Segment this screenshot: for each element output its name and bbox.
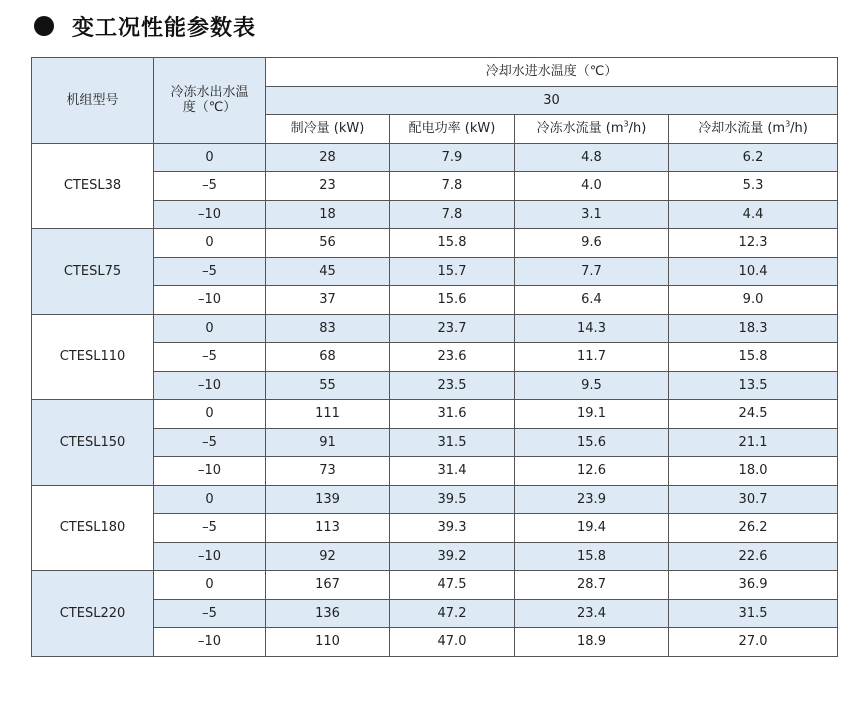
header-power: 配电功率 (kW)	[390, 115, 515, 144]
performance-table	[31, 57, 838, 657]
power-cell: 47.0	[390, 628, 515, 657]
model-cell: CTESL38	[32, 143, 154, 229]
header-chilled-flow-prefix: 冷冻水流量 (m	[536, 121, 624, 137]
header-cooling-in-value: 30	[266, 86, 838, 115]
temp-cell: –10	[154, 542, 266, 571]
table-row	[32, 229, 838, 258]
capacity-cell: 110	[266, 628, 390, 657]
power-cell: 39.3	[390, 514, 515, 543]
capacity-cell: 18	[266, 200, 390, 229]
header-capacity: 制冷量 (kW)	[266, 115, 390, 144]
chilled-flow-cell: 15.6	[515, 428, 669, 457]
temp-cell: –5	[154, 257, 266, 286]
chilled-flow-cell: 19.4	[515, 514, 669, 543]
chilled-flow-cell: 19.1	[515, 400, 669, 429]
capacity-cell: 136	[266, 599, 390, 628]
title-row	[34, 8, 256, 44]
temp-cell: 0	[154, 485, 266, 514]
capacity-cell: 23	[266, 172, 390, 201]
capacity-cell: 56	[266, 229, 390, 258]
temp-cell: 0	[154, 400, 266, 429]
cooling-flow-cell: 18.0	[669, 457, 838, 486]
chilled-flow-cell: 23.4	[515, 599, 669, 628]
header-chilled-out-temp-text: 冷冻水出水温度（℃）	[170, 85, 249, 116]
capacity-cell: 45	[266, 257, 390, 286]
header-row-1	[32, 58, 838, 87]
temp-cell: –10	[154, 371, 266, 400]
bullet-icon	[34, 16, 54, 36]
power-cell: 39.5	[390, 485, 515, 514]
temp-cell: –10	[154, 286, 266, 315]
temp-cell: 0	[154, 571, 266, 600]
temp-cell: –10	[154, 457, 266, 486]
cooling-flow-cell: 22.6	[669, 542, 838, 571]
power-cell: 7.9	[390, 143, 515, 172]
power-cell: 15.7	[390, 257, 515, 286]
capacity-cell: 68	[266, 343, 390, 372]
capacity-cell: 91	[266, 428, 390, 457]
cooling-flow-cell: 6.2	[669, 143, 838, 172]
model-cell: CTESL180	[32, 485, 154, 571]
capacity-cell: 83	[266, 314, 390, 343]
header-cooling-flow-prefix: 冷却水流量 (m	[698, 121, 786, 137]
power-cell: 15.8	[390, 229, 515, 258]
chilled-flow-cell: 7.7	[515, 257, 669, 286]
model-cell: CTESL75	[32, 229, 154, 315]
capacity-cell: 28	[266, 143, 390, 172]
cooling-flow-cell: 21.1	[669, 428, 838, 457]
chilled-flow-cell: 28.7	[515, 571, 669, 600]
temp-cell: –5	[154, 172, 266, 201]
table-row	[32, 571, 838, 600]
chilled-flow-cell: 3.1	[515, 200, 669, 229]
chilled-flow-cell: 12.6	[515, 457, 669, 486]
header-chilled-flow	[515, 115, 669, 144]
chilled-flow-cell: 6.4	[515, 286, 669, 315]
power-cell: 31.6	[390, 400, 515, 429]
header-cooling-flow	[669, 115, 838, 144]
cooling-flow-cell: 13.5	[669, 371, 838, 400]
power-cell: 23.6	[390, 343, 515, 372]
capacity-cell: 113	[266, 514, 390, 543]
chilled-flow-cell: 4.8	[515, 143, 669, 172]
header-chilled-flow-suffix: /h)	[628, 121, 647, 137]
cooling-flow-cell: 9.0	[669, 286, 838, 315]
power-cell: 47.5	[390, 571, 515, 600]
capacity-cell: 92	[266, 542, 390, 571]
table-row	[32, 314, 838, 343]
header-cooling-flow-suffix: /h)	[790, 121, 808, 137]
temp-cell: 0	[154, 143, 266, 172]
header-chilled-flow-sup: 3	[623, 119, 629, 129]
chilled-flow-cell: 18.9	[515, 628, 669, 657]
chilled-flow-cell: 9.6	[515, 229, 669, 258]
power-cell: 23.5	[390, 371, 515, 400]
power-cell: 7.8	[390, 200, 515, 229]
chilled-flow-cell: 9.5	[515, 371, 669, 400]
cooling-flow-cell: 12.3	[669, 229, 838, 258]
capacity-cell: 111	[266, 400, 390, 429]
power-cell: 31.4	[390, 457, 515, 486]
power-cell: 15.6	[390, 286, 515, 315]
power-cell: 47.2	[390, 599, 515, 628]
cooling-flow-cell: 5.3	[669, 172, 838, 201]
capacity-cell: 55	[266, 371, 390, 400]
page-title: 变工况性能参数表	[72, 15, 257, 41]
capacity-cell: 73	[266, 457, 390, 486]
chilled-flow-cell: 4.0	[515, 172, 669, 201]
power-cell: 23.7	[390, 314, 515, 343]
model-cell: CTESL220	[32, 571, 154, 657]
capacity-cell: 167	[266, 571, 390, 600]
model-cell: CTESL150	[32, 400, 154, 486]
capacity-cell: 37	[266, 286, 390, 315]
table-row	[32, 400, 838, 429]
temp-cell: –5	[154, 514, 266, 543]
power-cell: 7.8	[390, 172, 515, 201]
cooling-flow-cell: 36.9	[669, 571, 838, 600]
temp-cell: –10	[154, 200, 266, 229]
table-row	[32, 485, 838, 514]
power-cell: 39.2	[390, 542, 515, 571]
temp-cell: 0	[154, 229, 266, 258]
temp-cell: –5	[154, 428, 266, 457]
model-cell: CTESL110	[32, 314, 154, 400]
header-cooling-flow-sup: 3	[785, 119, 791, 129]
temp-cell: –5	[154, 343, 266, 372]
temp-cell: 0	[154, 314, 266, 343]
header-model: 机组型号	[32, 58, 154, 144]
chilled-flow-cell: 15.8	[515, 542, 669, 571]
cooling-flow-cell: 18.3	[669, 314, 838, 343]
chilled-flow-cell: 14.3	[515, 314, 669, 343]
cooling-flow-cell: 27.0	[669, 628, 838, 657]
cooling-flow-cell: 15.8	[669, 343, 838, 372]
cooling-flow-cell: 10.4	[669, 257, 838, 286]
cooling-flow-cell: 4.4	[669, 200, 838, 229]
chilled-flow-cell: 11.7	[515, 343, 669, 372]
cooling-flow-cell: 24.5	[669, 400, 838, 429]
cooling-flow-cell: 26.2	[669, 514, 838, 543]
header-chilled-out-temp	[154, 58, 266, 144]
temp-cell: –5	[154, 599, 266, 628]
header-cooling-in-temp: 冷却水进水温度（℃）	[266, 58, 838, 87]
cooling-flow-cell: 31.5	[669, 599, 838, 628]
chilled-flow-cell: 23.9	[515, 485, 669, 514]
table-row	[32, 143, 838, 172]
cooling-flow-cell: 30.7	[669, 485, 838, 514]
power-cell: 31.5	[390, 428, 515, 457]
capacity-cell: 139	[266, 485, 390, 514]
temp-cell: –10	[154, 628, 266, 657]
